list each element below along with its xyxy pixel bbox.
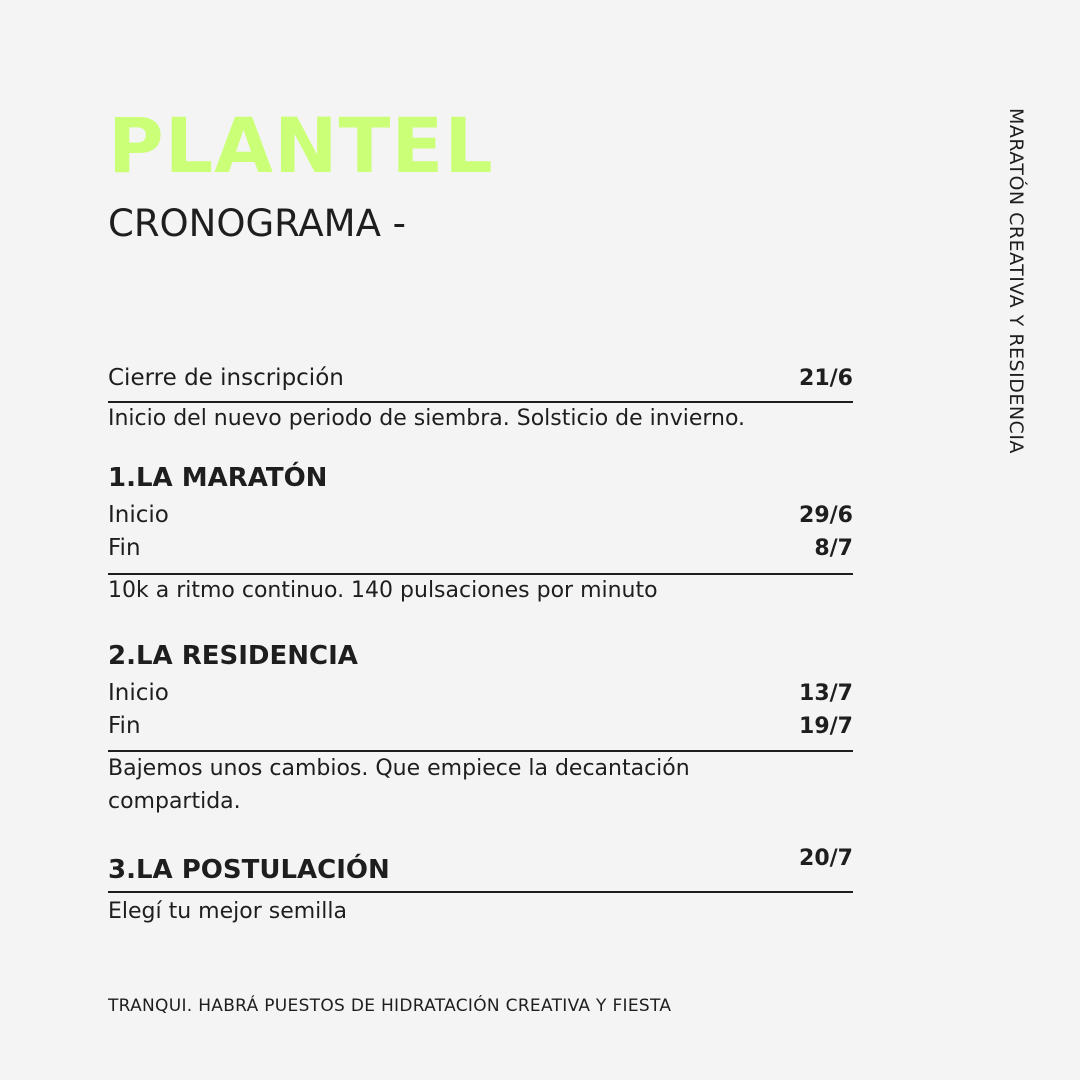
residency-start-date: 13/7	[799, 681, 853, 706]
residency-description: Bajemos unos cambios. Que empiece la decantación compartida.	[108, 756, 690, 814]
footer-note: TRANQUI. HABRÁ PUESTOS DE HIDRATACIÓN CREATIVA Y FIESTA	[108, 996, 672, 1016]
side-vertical-text: MARATÓN CREATIVA Y RESIDENCIA	[1005, 108, 1027, 454]
page-subtitle: CRONOGRAMA -	[108, 202, 407, 245]
residency-end-row	[108, 711, 853, 742]
marathon-end-row	[108, 533, 853, 564]
residency-start-row	[108, 678, 853, 709]
registration-row	[108, 363, 853, 394]
registration-description: Inicio del nuevo periodo de siembra. Solsticio de invierno.	[108, 406, 746, 431]
residency-end-label: Fin	[108, 713, 141, 739]
residency-heading: 2.LA RESIDENCIA	[108, 641, 358, 671]
residency-start-label: Inicio	[108, 680, 169, 706]
marathon-start-label: Inicio	[108, 502, 169, 528]
marathon-description: 10k a ritmo continuo. 140 pulsaciones por minuto	[108, 578, 658, 603]
brand-title: PLANTEL	[108, 101, 494, 190]
registration-label: Cierre de inscripción	[108, 365, 344, 391]
marathon-start-date: 29/6	[799, 503, 853, 528]
application-date: 20/7	[799, 846, 853, 871]
marathon-end-date: 8/7	[814, 536, 853, 561]
application-description: Elegí tu mejor semilla	[108, 899, 348, 924]
residency-end-date: 19/7	[799, 714, 853, 739]
application-row	[108, 844, 853, 885]
divider	[108, 891, 853, 893]
marathon-start-row	[108, 500, 853, 531]
registration-date: 21/6	[799, 366, 853, 391]
marathon-heading: 1.LA MARATÓN	[108, 463, 328, 493]
marathon-end-label: Fin	[108, 535, 141, 561]
application-heading: 3.LA POSTULACIÓN	[108, 855, 390, 885]
